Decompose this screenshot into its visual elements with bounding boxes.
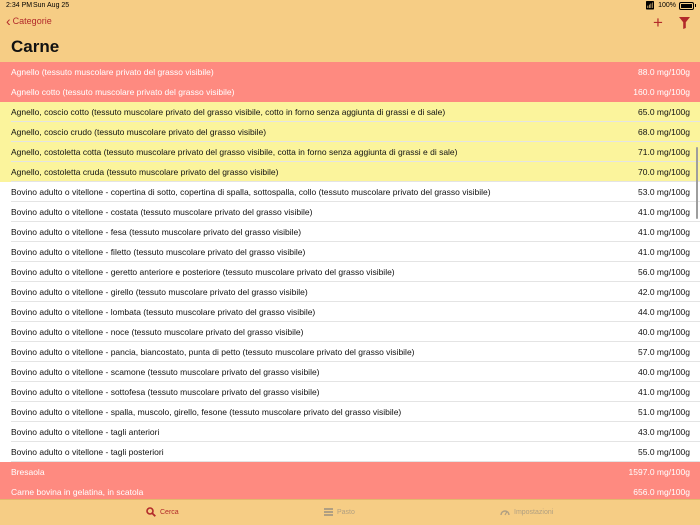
food-name: Bovino adulto o vitellone - girello (tessuto muscolare privato del grasso visibile)	[11, 287, 308, 297]
tab-pasto[interactable]	[324, 507, 355, 517]
food-name: Bovino adulto o vitellone - copertina di sotto, copertina di spalla, sottospalla, collo (tessuto muscolare privato del grasso visibile)	[11, 187, 491, 197]
food-value: 41.0 mg/100g	[638, 227, 690, 237]
food-value: 65.0 mg/100g	[638, 107, 690, 117]
list-item[interactable]	[0, 322, 700, 342]
list-item[interactable]	[0, 282, 700, 302]
list-item[interactable]	[0, 402, 700, 422]
add-button[interactable]: +	[653, 13, 663, 32]
food-value: 68.0 mg/100g	[638, 127, 690, 137]
navigation-bar	[0, 12, 700, 34]
meal-icon	[324, 507, 333, 517]
food-name: Agnello cotto (tessuto muscolare privato del grasso visibile)	[11, 87, 235, 97]
list-item[interactable]	[0, 482, 700, 499]
food-name: Agnello (tessuto muscolare privato del grasso visibile)	[11, 67, 214, 77]
list-item[interactable]	[0, 382, 700, 402]
back-label: Categorie	[12, 16, 52, 26]
list-item[interactable]	[0, 262, 700, 282]
food-name: Bovino adulto o vitellone - spalla, muscolo, girello, fesone (tessuto muscolare privato del grasso visibile)	[11, 407, 402, 417]
food-value: 88.0 mg/100g	[638, 67, 690, 77]
list-item[interactable]	[0, 202, 700, 222]
tab-label: Impostazioni	[514, 508, 554, 516]
food-value: 55.0 mg/100g	[638, 447, 690, 457]
search-icon	[146, 507, 156, 517]
back-button[interactable]	[6, 13, 52, 29]
food-name: Agnello, costoletta cotta (tessuto muscolare privato del grasso visibile, cotta in forno senza aggiunta di grassi e di sale)	[11, 147, 458, 157]
list-item[interactable]	[0, 142, 700, 162]
food-value: 1597.0 mg/100g	[628, 467, 690, 477]
list-item[interactable]	[0, 442, 700, 462]
battery-icon	[679, 2, 694, 10]
list-item[interactable]	[0, 462, 700, 482]
food-value: 160.0 mg/100g	[633, 87, 690, 97]
tab-label: Pasto	[337, 508, 355, 516]
food-name: Bovino adulto o vitellone - geretto anteriore e posteriore (tessuto muscolare privato del grasso visibile)	[11, 267, 395, 277]
chevron-left-icon: ‹	[6, 13, 11, 29]
food-name: Agnello, coscio cotto (tessuto muscolare privato del grasso visibile, cotto in forno senza aggiunta di grassi e di sale)	[11, 107, 446, 117]
settings-icon	[500, 507, 510, 517]
status-bar	[0, 0, 700, 12]
food-value: 56.0 mg/100g	[638, 267, 690, 277]
food-name: Bovino adulto o vitellone - pancia, biancostato, punta di petto (tessuto muscolare privato del grasso visibile)	[11, 347, 415, 357]
food-value: 44.0 mg/100g	[638, 307, 690, 317]
list-item[interactable]	[0, 302, 700, 322]
food-value: 42.0 mg/100g	[638, 287, 690, 297]
status-date: Sun Aug 25	[33, 2, 70, 9]
food-value: 71.0 mg/100g	[638, 147, 690, 157]
food-value: 656.0 mg/100g	[633, 487, 690, 497]
food-value: 41.0 mg/100g	[638, 207, 690, 217]
food-name: Bovino adulto o vitellone - noce (tessuto muscolare privato del grasso visibile)	[11, 327, 304, 337]
food-name: Bovino adulto o vitellone - tagli posteriori	[11, 447, 164, 457]
list-item[interactable]	[0, 182, 700, 202]
food-value: 41.0 mg/100g	[638, 387, 690, 397]
battery-percent: 100%	[658, 2, 676, 9]
list-item[interactable]	[0, 362, 700, 382]
status-right	[645, 1, 694, 10]
page-title: Carne	[11, 37, 60, 56]
wifi-icon: 📶︎	[644, 1, 656, 10]
list-item[interactable]	[0, 162, 700, 182]
list-item[interactable]	[0, 62, 700, 82]
food-name: Bovino adulto o vitellone - lombata (tessuto muscolare privato del grasso visibile)	[11, 307, 316, 317]
food-name: Carne bovina in gelatina, in scatola	[11, 487, 144, 497]
tab-label: Cerca	[160, 508, 179, 516]
tab-cerca[interactable]	[146, 507, 179, 517]
food-name: Agnello, coscio crudo (tessuto muscolare privato del grasso visibile)	[11, 127, 267, 137]
filter-icon[interactable]	[679, 17, 690, 29]
food-name: Bovino adulto o vitellone - filetto (tessuto muscolare privato del grasso visibile)	[11, 247, 306, 257]
tab-bar	[0, 499, 700, 525]
food-value: 43.0 mg/100g	[638, 427, 690, 437]
list-item[interactable]	[0, 82, 700, 102]
food-value: 41.0 mg/100g	[638, 247, 690, 257]
list-item[interactable]	[0, 222, 700, 242]
food-value: 51.0 mg/100g	[638, 407, 690, 417]
food-value: 53.0 mg/100g	[638, 187, 690, 197]
food-value: 70.0 mg/100g	[638, 167, 690, 177]
food-name: Bovino adulto o vitellone - costata (tessuto muscolare privato del grasso visibile)	[11, 207, 313, 217]
food-name: Bovino adulto o vitellone - tagli anteriori	[11, 427, 160, 437]
list-item[interactable]	[0, 242, 700, 262]
food-value: 40.0 mg/100g	[638, 327, 690, 337]
list-item[interactable]	[0, 342, 700, 362]
food-list[interactable]	[0, 62, 700, 499]
scrollbar[interactable]	[696, 147, 698, 219]
list-item[interactable]	[0, 422, 700, 442]
tab-impostazioni[interactable]	[500, 507, 553, 517]
food-name: Bovino adulto o vitellone - scamone (tessuto muscolare privato del grasso visibile)	[11, 367, 320, 377]
food-name: Bresaola	[11, 467, 45, 477]
status-time: 2:34 PM	[6, 2, 33, 9]
list-item[interactable]	[0, 102, 700, 122]
food-name: Bovino adulto o vitellone - fesa (tessuto muscolare privato del grasso visibile)	[11, 227, 302, 237]
list-item[interactable]	[0, 122, 700, 142]
food-name: Bovino adulto o vitellone - sottofesa (tessuto muscolare privato del grasso visibile)	[11, 387, 320, 397]
food-value: 57.0 mg/100g	[638, 347, 690, 357]
food-name: Agnello, costoletta cruda (tessuto muscolare privato del grasso visibile)	[11, 167, 279, 177]
top-bar	[0, 0, 700, 62]
food-value: 40.0 mg/100g	[638, 367, 690, 377]
